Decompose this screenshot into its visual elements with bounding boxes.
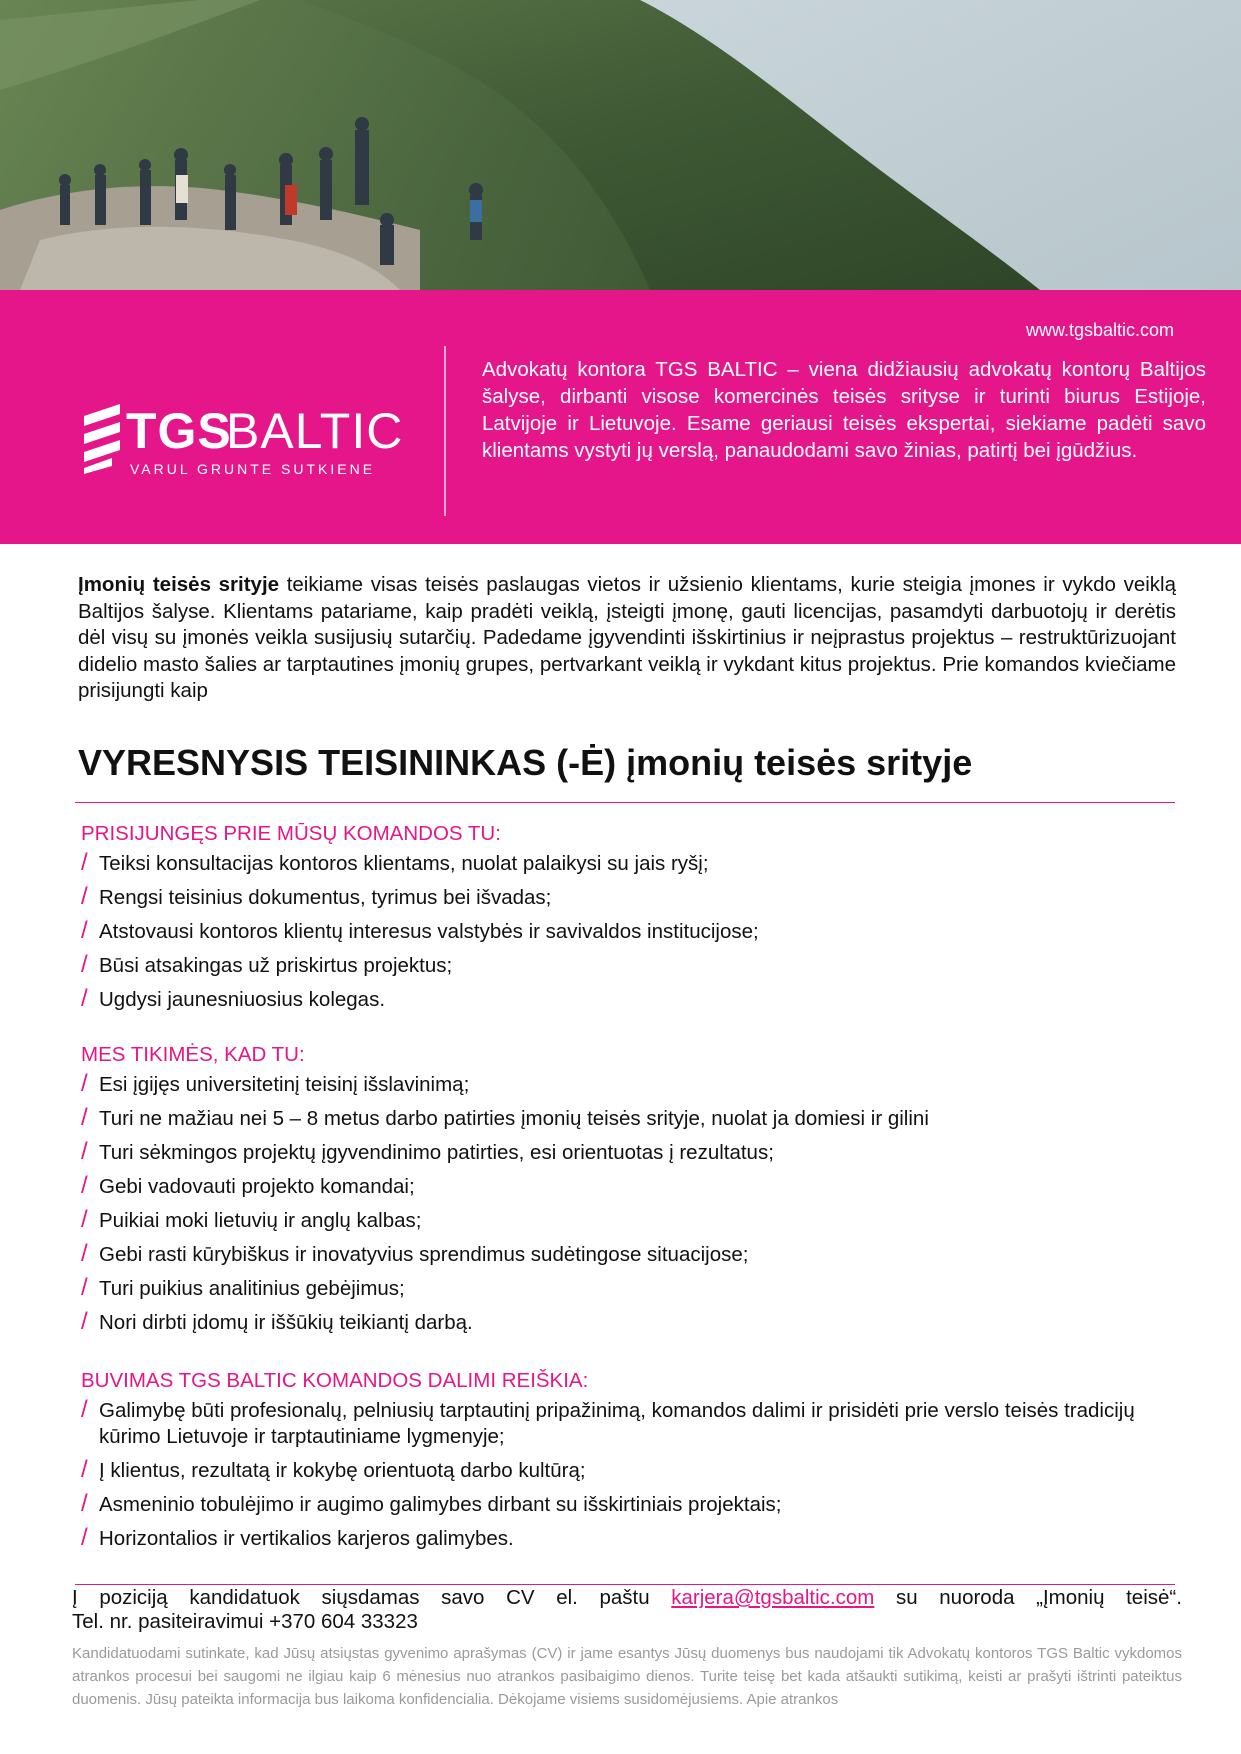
- phone-line: Tel. nr. pasiteiravimui +370 604 33323: [72, 1610, 418, 1633]
- list-item: / Galimybę būti profesionalų, pelniusių tarptautinį pripažinimą, komandos dalimi ir prisidėti prie verslo teisės tradicijų kūrimo Lietuvoje ir tarptautiniame lygmenyje;: [81, 1396, 1135, 1448]
- logo-text-tgs: TGS: [126, 403, 232, 459]
- banner-divider: [444, 346, 446, 516]
- list-item: / Ugdysi jaunesniuosius kolegas.: [81, 985, 386, 1012]
- slash-bullet-icon: /: [81, 985, 88, 1012]
- title-divider: [75, 802, 1175, 803]
- list-item: / Puikiai moki lietuvių ir anglų kalbas;: [81, 1206, 422, 1233]
- list-item: / Būsi atsakingas už priskirtus projektus;: [81, 951, 453, 978]
- email-link[interactable]: karjera@tgsbaltic.com: [671, 1586, 875, 1609]
- apply-instructions: Į poziciją kandidatuok siųsdamas savo CV el. paštu karjera@tgsbaltic.com su nuoroda „Įmonių teisė“.: [72, 1586, 1182, 1609]
- tgs-baltic-logo: [82, 402, 402, 482]
- practice-description: [78, 572, 1176, 705]
- list-item: / Horizontalios ir vertikalios karjeros galimybes.: [81, 1524, 514, 1551]
- website-link[interactable]: www.tgsbaltic.com: [1025, 320, 1174, 340]
- privacy-disclaimer: Kandidatuodami sutinkate, kad Jūsų atsiųstas gyvenimo aprašymas (CV) ir jame esantys Jūsų duomenys bus naudojami tik Advokatų kontoros TGS Baltic vykdomos atrankos procesui bei saugomi ne ilgiau kaip 6 mėnesius nuo atrankos pasibaigimo dienos. Turite teisę bet kada atšaukti sutikimą, keisti ar prašyti ištrinti pateiktus duomenis. Jūsų pateikta informacija bus laikoma konfidencialia. Dėkojame visiems susidomėjusiems. Apie atrankos: [72, 1645, 1182, 1708]
- slash-bullet-icon: /: [81, 1490, 88, 1517]
- contact-block: [72, 1586, 1182, 1634]
- list-item: / Gebi vadovauti projekto komandai;: [81, 1172, 415, 1199]
- section-benefits: [81, 1366, 1181, 1560]
- slash-bullet-icon: /: [81, 1172, 88, 1199]
- section-heading: PRISIJUNGĘS PRIE MŪSŲ KOMANDOS TU:: [81, 822, 501, 845]
- list-item: / Nori dirbti įdomų ir iššūkių teikiantį darbą.: [81, 1308, 473, 1335]
- practice-text: teikiame visas teisės paslaugas vietos ir užsienio klientams, kurie steigia įmones ir vykdo veiklą Baltijos šalyse. Klientams patariame, kaip pradėti veiklą, įsteigti įmonę, gauti licencijas, pasamdyti darbuotojų ir derėtis dėl visų su įmonės veikla susijusių sutarčių. Padedame įgyvendinti išskirtinius ir neįprastus projektus – restruktūrizuojant didelio masto šalies ar tarptautines įmonių grupes, pertvarkant veiklą ir vykdant kitus projektus. Prie komandos kviečiame prisijungti kaip: [78, 573, 1176, 702]
- job-title: VYRESNYSIS TEISININKAS (-Ė) įmonių teisės srityje: [78, 742, 973, 783]
- slash-bullet-icon: /: [81, 1456, 88, 1483]
- slash-bullet-icon: /: [81, 1104, 88, 1131]
- list-item: / Į klientus, rezultatą ir kokybę orientuotą darbo kultūrą;: [81, 1456, 586, 1483]
- mountain-landscape-image: [0, 0, 1241, 290]
- slash-bullet-icon: /: [81, 1308, 88, 1335]
- list-item: / Atstovausi kontoros klientų interesus valstybės ir savivaldos institucijose;: [81, 917, 759, 944]
- list-item: / Turi ne mažiau nei 5 – 8 metus darbo patirties įmonių teisės srityje, nuolat ja domiesi ir gilini: [81, 1104, 929, 1131]
- slash-bullet-icon: /: [81, 1524, 88, 1551]
- logo-mark-icon: [82, 402, 122, 474]
- hero-photo: [0, 0, 1241, 290]
- slash-bullet-icon: /: [81, 883, 88, 910]
- slash-bullet-icon: /: [81, 1240, 88, 1267]
- list-item: / Teiksi konsultacijas kontoros klientams, nuolat palaikysi su jais ryšį;: [81, 849, 709, 876]
- slash-bullet-icon: /: [81, 951, 88, 978]
- slash-bullet-icon: /: [81, 1138, 88, 1165]
- logo-subtitle: VARUL GRUNTE SUTKIENE: [130, 461, 376, 477]
- list-item: / Turi puikius analitinius gebėjimus;: [81, 1274, 405, 1301]
- company-intro: Advokatų kontora TGS BALTIC – viena didžiausių advokatų kontorų Baltijos šalyse, dirbanti visose komercinės teisės srityse ir turinti biurus Estijoje, Latvijoje ir Lietuvoje. Esame geriausi teisės ekspertai, siekiame padėti savo klientams vystyti jų verslą, panaudodami savo žinias, patirtį bei įgūdžius.: [482, 358, 1206, 462]
- section-responsibilities: [81, 819, 1181, 1021]
- logo-text-baltic: BALTIC: [226, 403, 404, 459]
- section-heading: MES TIKIMĖS, KAD TU:: [81, 1043, 305, 1066]
- slash-bullet-icon: /: [81, 917, 88, 944]
- slash-bullet-icon: /: [81, 1396, 88, 1423]
- header-banner: [0, 290, 1241, 544]
- list-item: / Esi įgijęs universitetinį teisinį išslavinimą;: [81, 1070, 470, 1097]
- slash-bullet-icon: /: [81, 1206, 88, 1233]
- section-requirements: [81, 1040, 1181, 1344]
- contact-divider: [75, 1584, 1175, 1585]
- list-item: / Rengsi teisinius dokumentus, tyrimus bei išvadas;: [81, 883, 552, 910]
- slash-bullet-icon: /: [81, 1274, 88, 1301]
- slash-bullet-icon: /: [81, 849, 88, 876]
- list-item: / Asmeninio tobulėjimo ir augimo galimybes dirbant su išskirtiniais projektais;: [81, 1490, 782, 1517]
- list-item: / Gebi rasti kūrybiškus ir inovatyvius sprendimus sudėtingose situacijose;: [81, 1240, 749, 1267]
- section-heading: BUVIMAS TGS BALTIC KOMANDOS DALIMI REIŠKIA:: [81, 1369, 589, 1392]
- slash-bullet-icon: /: [81, 1070, 88, 1097]
- practice-lead: Įmonių teisės srityje: [78, 573, 280, 596]
- list-item: / Turi sėkmingos projektų įgyvendinimo patirties, esi orientuotas į rezultatus;: [81, 1138, 774, 1165]
